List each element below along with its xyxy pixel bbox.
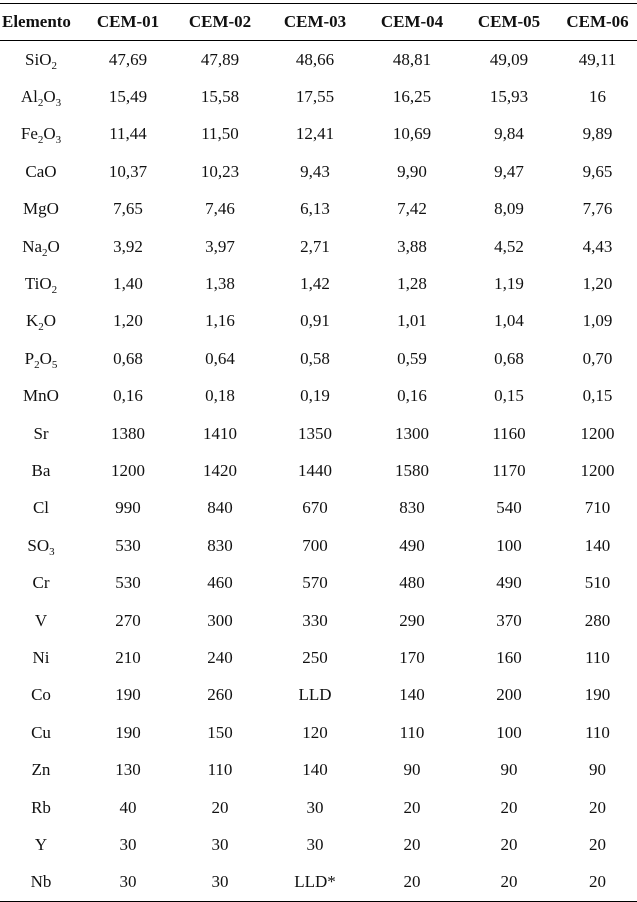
table-row [0,191,637,228]
value-cell: 570 [302,573,328,593]
value-cell: 1160 [492,423,526,443]
element-subscript: 2 [51,59,57,72]
value-cell: 15,93 [489,87,529,107]
value-cell: 0,64 [205,348,235,368]
value-cell: 16,25 [392,87,432,107]
header-cem-03: CEM-03 [283,12,347,31]
value-cell: 30 [306,834,324,854]
value-cell: 990 [115,498,141,518]
table-row [0,78,637,115]
value-cell: 9,84 [494,124,524,144]
element-subscript: 2 [37,134,44,147]
value-cell: 200 [496,685,522,705]
value-cell: 290 [399,610,425,630]
table-row [0,527,637,564]
header-cem-01: CEM-01 [96,12,160,31]
element-subscript: 5 [51,358,58,371]
element-cell [0,78,82,115]
value-cell: 1,42 [300,274,330,294]
value-cell: 49,09 [489,49,529,69]
element-cell [0,116,82,153]
value-cell: 1,40 [113,274,143,294]
value-cell: 1,19 [494,274,524,294]
value-cell: 1350 [298,423,332,443]
value-cell: 830 [399,498,425,518]
value-cell: 150 [207,722,233,742]
value-cell: 90 [403,760,421,780]
value-cell: 160 [496,647,522,667]
value-cell: 1300 [395,423,429,443]
value-cell: 1,04 [494,311,524,331]
value-cell: 47,69 [108,49,148,69]
value-cell: 140 [584,535,611,555]
composition-table [0,3,637,902]
element-symbol: Cu [31,722,51,742]
table-row [0,265,637,302]
value-cell: 0,15 [582,386,613,406]
value-cell: 3,92 [113,236,143,256]
element-cell [0,714,82,751]
element-symbol: Nb [30,872,52,892]
header-cem-04: CEM-04 [380,12,444,31]
element-symbol: Al [20,87,38,107]
value-cell: 1170 [492,460,526,480]
value-cell: 1,20 [582,274,613,294]
value-cell: 330 [302,610,328,630]
value-cell: 10,23 [200,161,240,181]
value-cell: 1200 [580,423,615,443]
table-row [0,153,637,190]
header-cem-05: CEM-05 [477,12,541,31]
table-row [0,826,637,863]
element-symbol: Na [22,236,43,256]
element-cell [0,303,82,340]
value-cell: 30 [211,834,229,854]
table-row [0,116,637,153]
value-cell: 16 [589,87,606,107]
value-cell: 490 [496,573,522,593]
element-cell [0,340,82,377]
element-cell [0,789,82,826]
table-row [0,864,637,902]
value-cell: 0,16 [397,386,427,406]
value-cell: 48,81 [392,49,432,69]
value-cell: 190 [115,722,141,742]
value-cell: 0,58 [300,348,330,368]
value-cell: 270 [115,610,141,630]
element-symbol: P [24,348,35,368]
value-cell: 49,11 [578,49,617,69]
value-cell: 3,97 [205,236,235,256]
value-cell: 130 [115,760,141,780]
value-cell: 0,15 [494,386,524,406]
element-cell [0,751,82,788]
element-symbol: Ni [32,647,50,667]
value-cell: 1,20 [113,311,143,331]
element-cell [0,564,82,601]
value-cell: 1,28 [397,274,427,294]
value-cell: 7,76 [582,199,613,219]
table-row [0,714,637,751]
value-cell: 1380 [111,423,145,443]
value-cell: 9,89 [582,124,613,144]
value-cell: 670 [302,498,328,518]
value-cell: 1200 [111,460,145,480]
value-cell: 3,88 [397,236,427,256]
value-cell: 48,66 [295,49,335,69]
value-cell: 1420 [203,460,237,480]
value-cell: 1410 [203,423,237,443]
table-row [0,378,637,415]
value-cell: 540 [496,498,522,518]
value-cell: 9,90 [397,161,427,181]
table-row [0,340,637,377]
value-cell: 15,58 [200,87,240,107]
value-cell: 510 [584,573,611,593]
table-row [0,564,637,601]
value-cell: 6,13 [300,199,330,219]
value-cell: 190 [115,685,141,705]
element-symbol: Zn [31,760,51,780]
value-cell: 140 [302,760,328,780]
element-symbol: MgO [23,199,59,219]
element-cell [0,490,82,527]
value-cell: 300 [207,610,233,630]
value-cell: 9,47 [494,161,524,181]
value-cell: 20 [500,872,518,892]
element-symbol: MnO [23,386,59,406]
value-cell: 30 [211,872,229,892]
table-row [0,452,637,489]
value-cell: 110 [585,722,610,742]
value-cell: 100 [496,722,522,742]
value-cell: 370 [496,610,522,630]
value-cell: 170 [399,647,425,667]
value-cell: 240 [207,647,233,667]
value-cell: 0,16 [113,386,143,406]
value-cell: 8,09 [494,199,524,219]
value-cell: 20 [211,797,229,817]
element-symbol: CaO [25,161,57,181]
value-cell: 480 [399,573,425,593]
element-subscript: 3 [55,134,62,147]
value-cell: LLD* [294,872,336,892]
element-symbol: V [34,610,48,630]
composition-table-container [0,3,637,902]
value-cell: 11,50 [201,124,239,144]
value-cell: 1440 [298,460,332,480]
value-cell: 1580 [395,460,429,480]
element-cell [0,415,82,452]
element-subscript: 3 [55,97,62,110]
value-cell: 100 [496,535,522,555]
element-symbol: Rb [31,797,51,817]
value-cell: 15,49 [108,87,148,107]
element-cell [0,639,82,676]
value-cell: 90 [589,760,606,780]
element-symbol: Y [34,834,48,854]
value-cell: 30 [306,797,324,817]
value-cell: 20 [500,797,518,817]
table-row [0,639,637,676]
element-cell [0,265,82,302]
value-cell: 7,65 [113,199,143,219]
element-symbol: K [25,311,39,331]
value-cell: 260 [207,685,233,705]
value-cell: 120 [302,722,328,742]
value-cell: 830 [207,535,233,555]
element-cell [0,452,82,489]
value-cell: 9,43 [300,161,330,181]
element-cell [0,602,82,639]
header-element: Elemento [2,12,71,31]
value-cell: 1,09 [582,311,613,331]
value-cell: 30 [119,834,137,854]
value-cell: 20 [589,797,606,817]
value-cell: 0,70 [582,348,613,368]
value-cell: 9,65 [582,161,613,181]
value-cell: 10,37 [108,161,148,181]
value-cell: 190 [584,685,611,705]
value-cell: 30 [119,872,137,892]
value-cell: 20 [589,834,606,854]
value-cell: LLD [298,685,332,705]
value-cell: 280 [584,610,611,630]
value-cell: 0,18 [205,386,235,406]
table-row [0,751,637,788]
value-cell: 110 [585,647,610,667]
table-row [0,41,637,79]
value-cell: 1,16 [205,311,235,331]
value-cell: 12,41 [295,124,335,144]
element-symbol: Cl [32,498,50,518]
element-subscript: 2 [42,246,48,259]
element-symbol: O [47,236,60,256]
value-cell: 20 [403,872,421,892]
header-cem-06: CEM-06 [566,12,629,31]
element-symbol: O [39,348,52,368]
value-cell: 20 [403,797,421,817]
element-symbol: SiO [25,49,52,69]
value-cell: 40 [119,797,137,817]
element-cell [0,228,82,265]
value-cell: 110 [207,760,233,780]
table-row [0,789,637,826]
value-cell: 1200 [580,460,615,480]
element-symbol: TiO [24,274,52,294]
value-cell: 490 [399,535,425,555]
value-cell: 4,52 [494,236,524,256]
value-cell: 460 [207,573,233,593]
value-cell: 10,69 [392,124,432,144]
value-cell: 110 [399,722,425,742]
table-row [0,303,637,340]
value-cell: 530 [115,535,141,555]
value-cell: 0,19 [300,386,330,406]
table-row [0,602,637,639]
element-subscript: 2 [51,284,58,297]
element-cell [0,864,82,902]
element-subscript: 3 [49,545,55,558]
value-cell: 4,43 [582,236,613,256]
value-cell: 0,91 [300,311,330,331]
value-cell: 11,44 [109,124,147,144]
value-cell: 20 [403,834,421,854]
value-cell: 840 [207,498,233,518]
element-symbol: Fe [20,124,38,144]
table-header-row [0,4,637,41]
value-cell: 7,42 [397,199,427,219]
value-cell: 710 [584,498,611,518]
element-cell [0,378,82,415]
value-cell: 17,55 [295,87,335,107]
element-symbol: Cr [32,573,50,593]
element-symbol: Sr [33,423,49,443]
table-row [0,415,637,452]
element-cell [0,677,82,714]
element-symbol: Ba [31,460,51,480]
value-cell: 1,38 [205,274,235,294]
element-cell [0,826,82,863]
value-cell: 1,01 [397,311,427,331]
element-cell [0,191,82,228]
value-cell: 7,46 [205,199,235,219]
element-symbol: Co [31,685,51,705]
value-cell: 20 [589,872,606,892]
element-subscript: 2 [38,321,44,334]
value-cell: 20 [500,834,518,854]
value-cell: 0,59 [397,348,427,368]
element-symbol: O [43,87,56,107]
value-cell: 210 [115,647,141,667]
value-cell: 90 [500,760,518,780]
element-subscript: 2 [37,97,44,110]
value-cell: 700 [302,535,328,555]
element-symbol: O [43,311,57,331]
value-cell: 530 [115,573,141,593]
table-row [0,228,637,265]
value-cell: 250 [302,647,328,667]
value-cell: 2,71 [300,236,330,256]
table-body [0,41,637,902]
table-row [0,677,637,714]
element-subscript: 2 [34,358,40,371]
value-cell: 47,89 [200,49,240,69]
table-row [0,490,637,527]
value-cell: 140 [399,685,425,705]
header-cem-02: CEM-02 [188,12,252,31]
element-symbol: O [43,124,56,144]
value-cell: 0,68 [113,348,143,368]
element-cell [0,153,82,190]
element-cell [0,41,82,79]
value-cell: 0,68 [494,348,524,368]
element-symbol: SO [27,535,50,555]
element-cell [0,527,82,564]
